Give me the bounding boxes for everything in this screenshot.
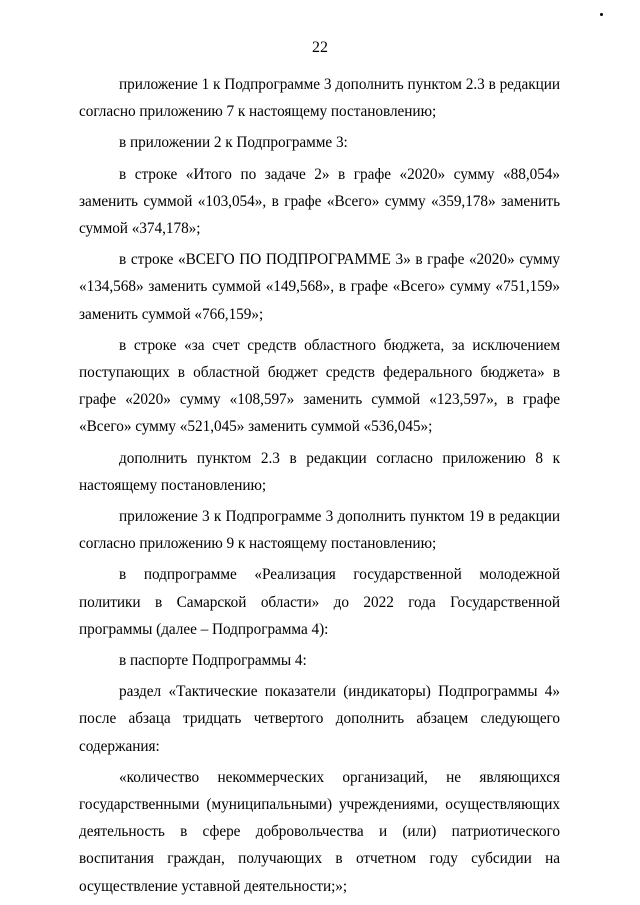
- paragraph-tactical-indicators: раздел «Тактические показатели (индикаторы) Подпрограммы 4» после абзаца тридцать четвертого дополнить абзацем следующего содержания:: [79, 683, 560, 755]
- paragraph-appendix-1: приложение 1 к Подпрограмме 3 дополнить пунктом 2.3 в редакции согласно приложению 7 к настоящему постановлению;: [79, 76, 560, 121]
- paragraph-total-subprogram-3: в строке «ВСЕГО ПО ПОДПРОГРАММЕ 3» в графе «2020» сумму «134,568» заменить суммой «149,568», в графе «Всего» сумму «751,159» заменить суммой «766,159»;: [79, 251, 560, 323]
- paragraph-appendix-3: приложение 3 к Подпрограмме 3 дополнить пунктом 19 в редакции согласно приложению 9 к настоящему постановлению;: [79, 508, 560, 553]
- scan-speck: [600, 13, 603, 16]
- page-number: 22: [312, 39, 328, 56]
- paragraph-regional-budget: в строке «за счет средств областного бюджета, за исключением поступающих в областной бюджет средств федерального бюджета» в графе «2020» сумму «108,597» заменить суммой «123,597», в графе «Всего» сумму «521,045» заменить суммой «536,045»;: [79, 336, 560, 436]
- paragraph-total-task-2: в строке «Итого по задаче 2» в графе «2020» сумму «88,054» заменить суммой «103,054», в графе «Всего» сумму «359,178» заменить суммой «374,178»;: [79, 165, 560, 238]
- paragraph-quoted-indicator: «количество некоммерческих организаций, не являющихся государственными (муниципальными) учреждениями, осуществляющих деятельность в сфере добровольчества и (или) патриотического воспитания граждан, получающих в отчетном году субсидии на осуществление уставной деятельности;»;: [79, 768, 560, 895]
- paragraph-add-item-2-3: дополнить пунктом 2.3 в редакции согласно приложению 8 к настоящему постановлению;: [79, 449, 560, 494]
- document-body: [79, 71, 560, 900]
- paragraph-subprogram-4: в подпрограмме «Реализация государственной молодежной политики в Самарской области» до 2022 года Государственной программы (далее – Подпрограмма 4):: [79, 566, 560, 638]
- paragraph-appendix-2-intro: в приложении 2 к Подпрограмме 3:: [119, 134, 348, 152]
- paragraph-passport-subprogram-4: в паспорте Подпрограммы 4:: [119, 652, 307, 670]
